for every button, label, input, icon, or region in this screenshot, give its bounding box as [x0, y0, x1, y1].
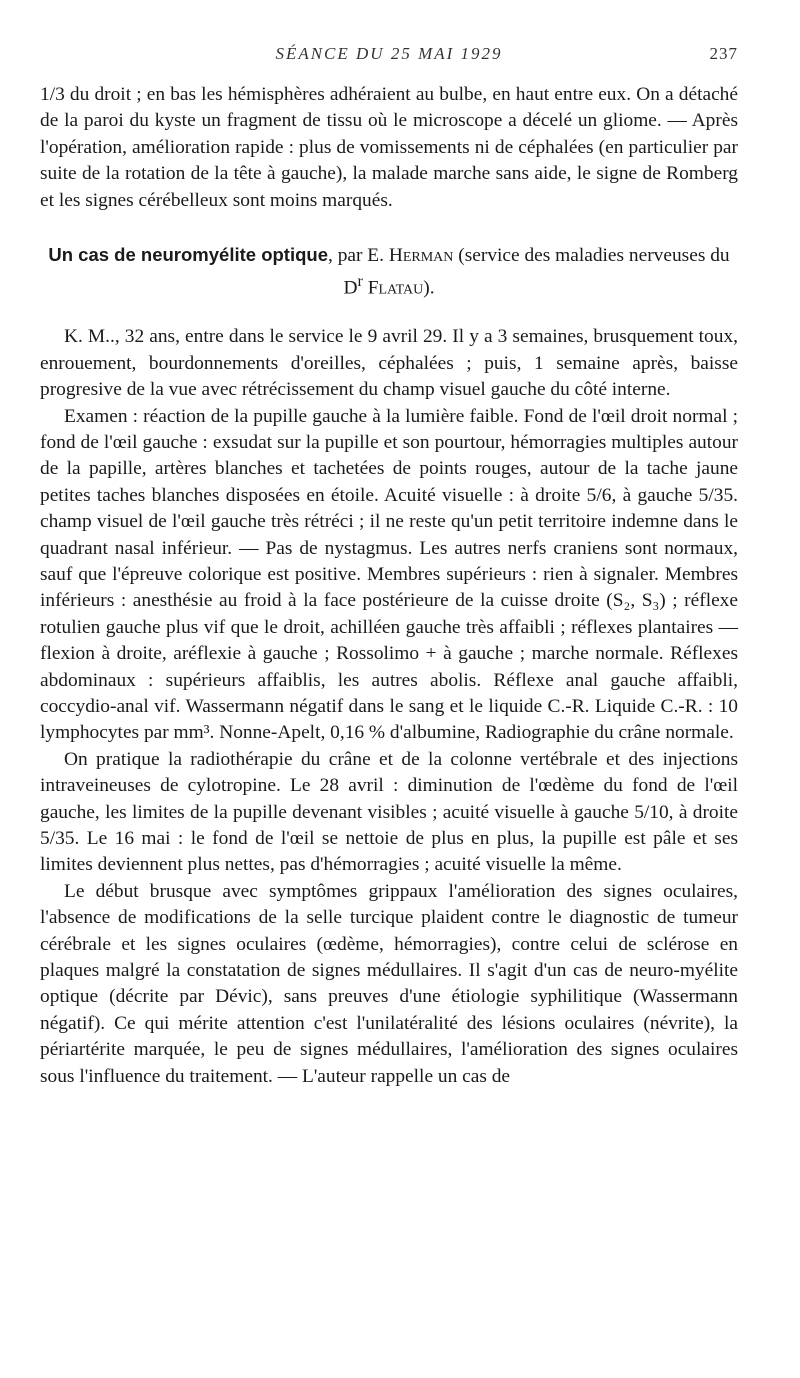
- paragraph-treatment: On pratique la radiothérapie du crâne et de la colonne vertébrale et des injections intraveineuses de cylotropine. Le 28 avril : diminution de l'œdème du fond de l'œil gauche, les limites de la pupille devenant visibles ; acuité visuelle à gauche 5/10, à droite 5/35. Le 16 mai : le fond de l'œil se nettoie de plus en plus, la pupille est pâle et ses limites deviennent plus nettes, pas d'hémorragies ; acuité visuelle la même.: [40, 748, 738, 876]
- dr-superscript: r: [357, 273, 363, 291]
- page-number: 237: [709, 44, 738, 63]
- chief-name: Flatau: [367, 277, 424, 299]
- heading-closing: ).: [423, 277, 435, 299]
- running-head: [40, 44, 738, 70]
- paragraph-case: K. M.., 32 ans, entre dans le service le 9 avril 29. Il y a 3 semaines, brusquement toux, enrouement, bourdonnements d'oreilles, céphalées ; puis, 1 semaine après, baisse progresive de la vue avec rétrécissement du champ visuel gauche du côté interne.: [40, 326, 738, 401]
- byline-prefix: , par E.: [328, 245, 389, 267]
- section-title: Un cas de neuromyélite optique: [48, 244, 328, 266]
- paragraph-continued: 1/3 du droit ; en bas les hémisphères adhéraient au bulbe, en haut entre eux. On a détaché de la paroi du kyste un fragment de tissu où le microscope a décelé un gliome. — Après l'opération, amélioration rapide : plus de vomissements ni de céphalées (en particulier par suite de la rotation de la tête à gauche), la malade marche sans aide, le signe de Romberg et les signes cérébelleux sont moins marqués.: [40, 84, 738, 211]
- paragraph-discussion: Le début brusque avec symptômes grippaux l'amélioration des signes oculaires, l'absence de modifications de la selle turcique plaident contre le diagnostic de tumeur cérébrale et les signes oculaires (œdème, hémorragies), contre celui de sclérose en plaques malgré la constatation de signes médullaires. Il s'agit d'un cas de neuro-myélite optique (décrite par Dévic), sans preuves d'une étiologie syphilitique (Wassermann négatif). Ce qui mérite attention c'est l'unilatéralité des lésions oculaires (névrite), la périartérite marquée, le peu de signes médullaires, l'amélioration des signes oculaires sous l'influence du traitement. — L'auteur rappelle un cas de: [40, 880, 738, 1087]
- service-text: (service des maladies nerveuses du D: [343, 245, 730, 299]
- author-name: Herman: [388, 245, 454, 267]
- running-title: SÉANCE DU 25 MAI 1929: [275, 44, 503, 63]
- paragraph-examen: Examen : réaction de la pupille gauche à la lumière faible. Fond de l'œil droit normal ; fond de l'œil gauche : exsudat sur la pupille et son pourtour, hémorragies multiples autour de la papille, artères blanches et tachetées de points rouges, autour de la tache jaune petites taches blanches disposées en étoile. Acuité visuelle : à droite 5/6, à gauche 5/35. champ visuel de l'œil gauche très rétréci ; il ne reste qu'un petit territoire indemne dans le quadrant nasal inférieur. — Pas de nystagmus. Les autres nerfs craniens sont normaux, sauf que l'épreuve colorique est positive. Membres supérieurs : rien à signaler. Membres inférieurs : anesthésie au froid à la face postérieure de la cuisse droite (S₂, S₃) ; réflexe rotulien gauche plus vif que le droit, achilléen gauche très affaibli ; réflexes plantaires — flexion à droite, aréflexie à gauche ; Rossolimo + à gauche ; marche normale. Réflexes abdominaux : supérieurs affaiblis, les autres abolis. Réflexe anal gauche affaibli, coccydio-anal vif. Wassermann négatif dans le sang et le liquide C.-R. Liquide C.-R. : 10 lymphocytes par mm³. Nonne-Apelt, 0,16 % d'albumine, Radiographie du crâne normale.: [40, 405, 738, 744]
- article-body: [40, 82, 738, 1090]
- section-heading: [40, 242, 738, 302]
